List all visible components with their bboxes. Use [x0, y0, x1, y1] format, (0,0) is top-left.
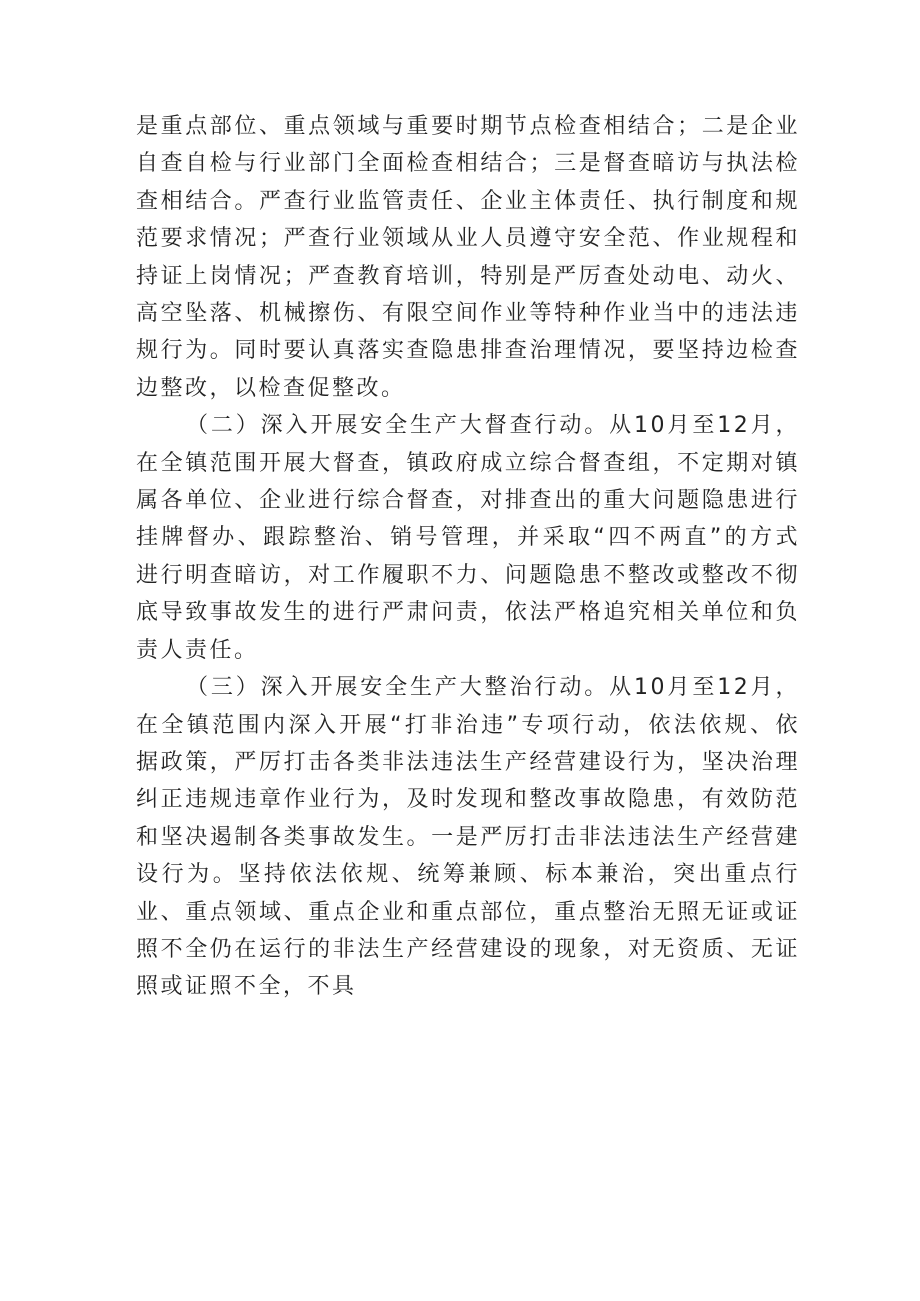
paragraph-rectification-action: （三）深入开展安全生产大整治行动。从10月至12月，在全镇范围内深入开展“打非治违”专项行动，依法依规、依据政策，严厉打击各类非法违法生产经营建设行为，坚决治理纠正违规违章作业行为，及时发现和整改事故隐患，有效防范和坚决遏制各类事故发生。一是严厉打击非法违法生产经营建设行为。坚持依法依规、统筹兼顾、标本兼治，突出重点行业、重点领域、重点企业和重点部位，重点整治无照无证或证照不全仍在运行的非法生产经营建设的现象，对无资质、无证照或证照不全，不具 — [136, 675, 800, 1000]
paragraph-continued-inspection: 是重点部位、重点领域与重要时期节点检查相结合；二是企业自查自检与行业部门全面检查相结合；三是督查暗访与执法检查相结合。严查行业监管责任、企业主体责任、执行制度和规范要求情况；严查行业领域从业人员遵守安全范、作业规程和持证上岗情况；严查教育培训，特别是严厉查处动电、动火、高空坠落、机械擦伤、有限空间作业等特种作业当中的违法违规行为。同时要认真落实查隐患排查治理情况，要坚持边检查边整改，以检查促整改。 — [136, 114, 800, 401]
paragraph-supervision-action: （二）深入开展安全生产大督查行动。从10月至12月，在全镇范围开展大督查，镇政府成立综合督查组，不定期对镇属各单位、企业进行综合督查，对排查出的重大问题隐患进行挂牌督办、跟踪整治、销号管理，并采取“四不两直”的方式进行明查暗访，对工作履职不力、问题隐患不整改或整改不彻底导致事故发生的进行严肃问责，依法严格追究相关单位和负责人责任。 — [136, 413, 800, 663]
